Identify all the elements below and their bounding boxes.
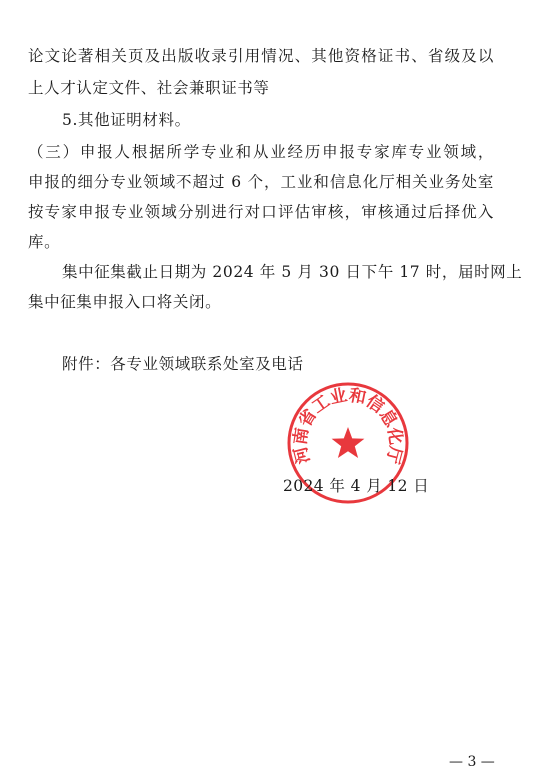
seal-text: 河南省工业和信息化厅 (290, 385, 406, 466)
paragraph-line: 上人才认定文件、社会兼职证书等 (28, 79, 270, 97)
attachment-line: 附件：各专业领域联系处室及电话 (62, 355, 304, 373)
paragraph-line: 按专家申报专业领域分别进行对口评估审核，审核通过后择优入 (28, 203, 494, 221)
paragraph-line: 论文论著相关页及出版收录引用情况、其他资格证书、省级及以 (28, 47, 494, 65)
page-number: — 3 — (449, 754, 495, 770)
issue-date: 2024 年 4 月 12 日 (283, 477, 430, 495)
paragraph-line: 申报的细分专业领域不超过 6 个，工业和信息化厅相关业务处室 (28, 173, 494, 191)
star-icon (332, 427, 365, 458)
paragraph-line: 集中征集申报入口将关闭。 (28, 293, 222, 311)
paragraph-line: （三）申报人根据所学专业和从业经历申报专家库专业领域， (28, 143, 494, 161)
paragraph-line: 5.其他证明材料。 (62, 111, 191, 129)
paragraph-line: 集中征集截止日期为 2024 年 5 月 30 日下午 17 时，届时网上 (62, 263, 523, 281)
paragraph-line: 库。 (28, 233, 61, 251)
